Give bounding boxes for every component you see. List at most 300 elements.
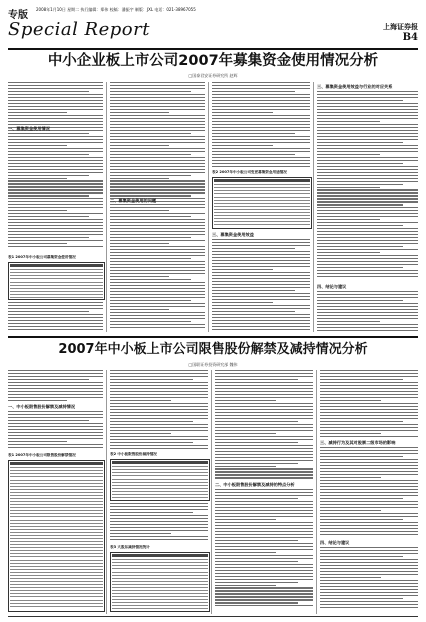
- article1-table1-caption: 表1 2007年中小板公司募集资金使用情况: [8, 255, 76, 259]
- text-line: [212, 82, 310, 83]
- table-header: [112, 554, 208, 557]
- text-line: [110, 397, 208, 398]
- text-line: [110, 506, 208, 507]
- text-line: [212, 242, 310, 243]
- text-line: [320, 418, 418, 419]
- text-line: [110, 394, 208, 395]
- table-row: [112, 559, 208, 560]
- text-line: [215, 406, 313, 407]
- text-line: [110, 385, 208, 386]
- table-row: [10, 470, 103, 471]
- text-line: [8, 225, 103, 226]
- text-line: [320, 447, 418, 448]
- text-line: [110, 418, 208, 419]
- text-line: [8, 379, 89, 380]
- table-row: [10, 507, 103, 508]
- text-line: [320, 436, 418, 437]
- text-line: [212, 302, 273, 303]
- text-line: [215, 561, 298, 562]
- table-row: [10, 578, 103, 579]
- table-row: [112, 575, 208, 576]
- article1-table2-caption: 表2 2007年中小板公司变更募集资金用途情况: [212, 170, 287, 174]
- text-line: [8, 444, 103, 445]
- text-line: [8, 192, 103, 193]
- table-row: [112, 572, 208, 573]
- table-row: [112, 488, 208, 489]
- table-row: [112, 469, 208, 470]
- text-line: [317, 228, 418, 229]
- text-line: [320, 379, 403, 380]
- text-line: [320, 568, 418, 569]
- text-line: [317, 103, 418, 104]
- text-line: [110, 180, 205, 181]
- text-line: [212, 148, 310, 149]
- text-line: [8, 163, 103, 164]
- text-line: [110, 424, 208, 425]
- text-line: [8, 314, 103, 315]
- text-line: [320, 504, 418, 505]
- text-line: [212, 91, 295, 92]
- table-row: [10, 566, 103, 567]
- text-line: [317, 291, 418, 292]
- text-line: [110, 237, 191, 238]
- text-line: [317, 270, 418, 271]
- text-line: [110, 524, 208, 525]
- table-row: [112, 568, 208, 569]
- text-line: [8, 373, 103, 374]
- text-line: [8, 317, 103, 318]
- text-line: [212, 290, 295, 291]
- text-line: [317, 178, 418, 179]
- text-line: [8, 121, 103, 122]
- article1-subhead-4: 三、募集资金使用效益与行业的对应关系: [317, 84, 393, 89]
- text-line: [8, 201, 103, 202]
- text-line: [8, 160, 103, 161]
- text-line: [110, 297, 205, 298]
- text-line: [8, 411, 103, 412]
- text-line: [320, 510, 381, 511]
- text-line: [215, 382, 313, 383]
- article2-column-4: [320, 370, 418, 438]
- table-row: [10, 489, 103, 490]
- text-line: [8, 237, 89, 238]
- table-row: [112, 497, 208, 498]
- text-line: [320, 495, 418, 496]
- text-line: [212, 263, 310, 264]
- text-line: [212, 287, 310, 288]
- text-line: [212, 278, 310, 279]
- text-line: [110, 406, 208, 407]
- table-row: [10, 590, 103, 591]
- table-row: [10, 572, 103, 573]
- text-line: [215, 519, 276, 520]
- text-line: [212, 151, 310, 152]
- table-row: [214, 212, 310, 213]
- text-line: [215, 400, 276, 401]
- text-line: [8, 240, 103, 241]
- text-line: [110, 273, 205, 274]
- masthead: [8, 6, 418, 48]
- text-line: [320, 412, 418, 413]
- text-line: [110, 291, 205, 292]
- table-row: [10, 480, 103, 481]
- text-line: [317, 124, 418, 125]
- text-line: [110, 294, 205, 295]
- text-line: [215, 510, 313, 511]
- table-row: [112, 602, 208, 603]
- text-line: [317, 121, 380, 122]
- text-line: [320, 501, 418, 502]
- text-line: [215, 454, 313, 455]
- text-line: [8, 320, 103, 321]
- table-header: [112, 461, 208, 464]
- text-line: [320, 382, 418, 383]
- text-line: [320, 550, 418, 551]
- text-line: [8, 88, 103, 89]
- text-line: [317, 204, 403, 205]
- table-row: [10, 541, 103, 542]
- text-line: [8, 305, 103, 306]
- table-row: [10, 553, 103, 554]
- text-line: [215, 385, 313, 386]
- text-line: [110, 306, 205, 307]
- text-line: [215, 552, 276, 553]
- column-divider: [313, 82, 314, 332]
- text-line: [8, 109, 103, 110]
- table-row: [10, 587, 103, 588]
- text-line: [215, 448, 313, 449]
- table-row: [112, 494, 208, 495]
- text-line: [110, 175, 191, 176]
- text-line: [215, 415, 313, 416]
- text-line: [212, 299, 310, 300]
- text-line: [317, 172, 418, 173]
- table-row: [10, 529, 103, 530]
- text-line: [8, 106, 103, 107]
- table-row: [214, 221, 310, 222]
- text-line: [212, 106, 310, 107]
- text-line: [215, 564, 313, 565]
- text-line: [215, 388, 313, 389]
- text-line: [8, 183, 103, 184]
- text-line: [320, 507, 418, 508]
- text-line: [320, 574, 418, 575]
- text-line: [215, 513, 313, 514]
- text-line: [110, 216, 191, 217]
- text-line: [320, 424, 418, 425]
- newspaper-name: 上海证券报: [383, 22, 418, 31]
- article1-column-3b: [212, 239, 310, 332]
- text-line: [320, 486, 418, 487]
- text-line: [110, 130, 205, 131]
- text-line: [110, 94, 205, 95]
- text-line: [110, 430, 208, 431]
- text-line: [215, 593, 313, 594]
- text-line: [320, 474, 418, 475]
- text-line: [8, 385, 103, 386]
- text-line: [317, 163, 403, 164]
- text-line: [215, 439, 313, 440]
- text-line: [110, 88, 205, 89]
- text-line: [212, 127, 310, 128]
- text-line: [317, 136, 418, 137]
- text-line: [8, 228, 103, 229]
- table-row: [112, 482, 208, 483]
- text-line: [212, 266, 310, 267]
- text-line: [110, 121, 205, 122]
- table-row: [10, 575, 103, 576]
- text-line: [8, 189, 103, 190]
- table-row: [214, 206, 310, 207]
- text-line: [320, 373, 418, 374]
- text-line: [215, 460, 313, 461]
- text-line: [8, 222, 103, 223]
- text-line: [215, 468, 313, 469]
- text-line: [110, 448, 208, 449]
- text-line: [110, 400, 171, 401]
- article2-column-3: [215, 370, 313, 480]
- text-line: [320, 406, 418, 407]
- text-line: [110, 261, 205, 262]
- table-row: [10, 532, 103, 533]
- text-line: [110, 240, 205, 241]
- text-line: [110, 109, 205, 110]
- text-line: [320, 388, 418, 389]
- text-line: [215, 531, 313, 532]
- text-line: [317, 246, 403, 247]
- article1-column-3: [212, 82, 310, 168]
- text-line: [212, 320, 310, 321]
- article1-subhead-1: 一、募集资金使用情况: [8, 126, 50, 131]
- text-line: [110, 388, 208, 389]
- text-line: [320, 403, 418, 404]
- text-line: [320, 462, 418, 463]
- text-line: [215, 451, 313, 452]
- text-line: [317, 166, 418, 167]
- text-line: [8, 216, 89, 217]
- text-line: [320, 571, 418, 572]
- text-line: [110, 530, 208, 531]
- text-line: [320, 465, 418, 466]
- table-row: [214, 209, 310, 210]
- text-line: [320, 531, 418, 532]
- table-row: [112, 479, 208, 480]
- text-line: [110, 124, 205, 125]
- table-row: [10, 556, 103, 557]
- table-row: [10, 495, 103, 496]
- article1-subhead-5: 四、结论与建议: [317, 284, 347, 289]
- text-line: [317, 327, 418, 328]
- text-line: [8, 133, 89, 134]
- text-line: [8, 441, 67, 442]
- text-line: [110, 442, 193, 443]
- text-line: [110, 285, 205, 286]
- table-row: [10, 596, 103, 597]
- text-line: [110, 376, 208, 377]
- text-line: [215, 436, 313, 437]
- text-line: [8, 85, 103, 86]
- table-row: [10, 603, 103, 604]
- table-row: [10, 563, 103, 564]
- text-line: [110, 249, 205, 250]
- table-row: [112, 485, 208, 486]
- table-row: [10, 560, 103, 561]
- table-row: [10, 473, 103, 474]
- text-line: [317, 264, 418, 265]
- text-line: [317, 225, 403, 226]
- text-line: [320, 586, 418, 587]
- text-line: [8, 178, 67, 179]
- text-line: [317, 207, 418, 208]
- text-line: [317, 267, 403, 268]
- table-row: [112, 599, 208, 600]
- text-line: [8, 432, 103, 433]
- page-code: B4: [402, 32, 418, 43]
- text-line: [110, 115, 205, 116]
- text-line: [8, 94, 103, 95]
- text-line: [317, 157, 418, 158]
- text-line: [8, 302, 103, 303]
- table-row: [214, 224, 310, 225]
- text-line: [8, 329, 103, 330]
- table-row: [10, 288, 103, 289]
- text-line: [8, 175, 89, 176]
- text-line: [317, 231, 418, 232]
- text-line: [110, 533, 171, 534]
- article2-column-4b: [320, 447, 418, 537]
- text-line: [320, 415, 418, 416]
- text-line: [110, 282, 205, 283]
- text-line: [317, 258, 418, 259]
- text-line: [110, 243, 169, 244]
- table-row: [214, 187, 310, 188]
- text-line: [212, 323, 310, 324]
- table-row: [10, 272, 103, 273]
- text-line: [317, 97, 418, 98]
- column-divider: [211, 370, 212, 614]
- text-line: [320, 397, 418, 398]
- text-line: [320, 580, 418, 581]
- text-line: [317, 255, 418, 256]
- text-line: [110, 379, 193, 380]
- text-line: [8, 97, 103, 98]
- text-line: [8, 388, 103, 389]
- text-line: [212, 145, 273, 146]
- text-line: [215, 540, 298, 541]
- text-line: [110, 228, 205, 229]
- text-line: [320, 565, 418, 566]
- text-line: [317, 243, 418, 244]
- text-line: [320, 592, 418, 593]
- text-line: [110, 154, 191, 155]
- text-line: [317, 300, 403, 301]
- table-row: [10, 547, 103, 548]
- text-line: [215, 427, 313, 428]
- text-line: [212, 112, 273, 113]
- text-line: [212, 94, 310, 95]
- column-divider: [106, 82, 107, 332]
- text-line: [212, 142, 310, 143]
- text-line: [212, 88, 310, 89]
- table-row: [10, 550, 103, 551]
- text-line: [317, 306, 418, 307]
- text-line: [110, 415, 208, 416]
- article1-column-1: [8, 82, 103, 250]
- text-line: [317, 324, 418, 325]
- text-line: [110, 527, 208, 528]
- text-line: [110, 503, 208, 504]
- text-line: [317, 294, 418, 295]
- text-line: [110, 373, 208, 374]
- table-row: [10, 516, 103, 517]
- table-row: [10, 569, 103, 570]
- table-row: [10, 523, 103, 524]
- text-line: [8, 198, 103, 199]
- text-line: [215, 370, 313, 371]
- text-line: [8, 246, 103, 247]
- masthead-rule: [8, 48, 418, 50]
- table-row: [10, 538, 103, 539]
- text-line: [320, 553, 418, 554]
- text-line: [8, 435, 103, 436]
- text-line: [110, 536, 208, 537]
- article2-table-3: [110, 552, 210, 612]
- text-line: [8, 423, 103, 424]
- table-row: [10, 504, 103, 505]
- text-line: [317, 261, 418, 262]
- article1-headline: 中小企业板上市公司2007年募集资金使用情况分析: [47, 53, 379, 69]
- text-line: [212, 311, 295, 312]
- text-line: [317, 249, 418, 250]
- text-line: [110, 225, 205, 226]
- text-line: [8, 115, 103, 116]
- article2-byline: □国联证券投资研究部 魏伟: [188, 362, 238, 367]
- table-row: [10, 278, 103, 279]
- article1-subhead-2: 二、募集资金使用的问题: [110, 198, 157, 203]
- text-line: [215, 567, 313, 568]
- text-line: [317, 237, 418, 238]
- text-line: [215, 516, 313, 517]
- text-line: [212, 248, 295, 249]
- text-line: [8, 210, 67, 211]
- text-line: [317, 100, 403, 101]
- text-line: [212, 109, 310, 110]
- text-line: [215, 587, 313, 588]
- text-line: [110, 213, 205, 214]
- text-line: [215, 418, 313, 419]
- text-line: [317, 252, 380, 253]
- text-line: [320, 528, 418, 529]
- text-line: [110, 192, 205, 193]
- text-line: [317, 106, 418, 107]
- table-row: [214, 193, 310, 194]
- text-line: [317, 160, 418, 161]
- text-line: [212, 245, 310, 246]
- table-row: [10, 486, 103, 487]
- text-line: [215, 391, 313, 392]
- text-line: [110, 151, 205, 152]
- text-line: [8, 426, 103, 427]
- table-row: [10, 510, 103, 511]
- table-row: [214, 203, 310, 204]
- text-line: [317, 133, 418, 134]
- footer-rule: [8, 616, 418, 617]
- table-row: [112, 584, 208, 585]
- text-line: [212, 254, 310, 255]
- text-line: [110, 409, 208, 410]
- text-line: [317, 154, 380, 155]
- text-line: [110, 142, 205, 143]
